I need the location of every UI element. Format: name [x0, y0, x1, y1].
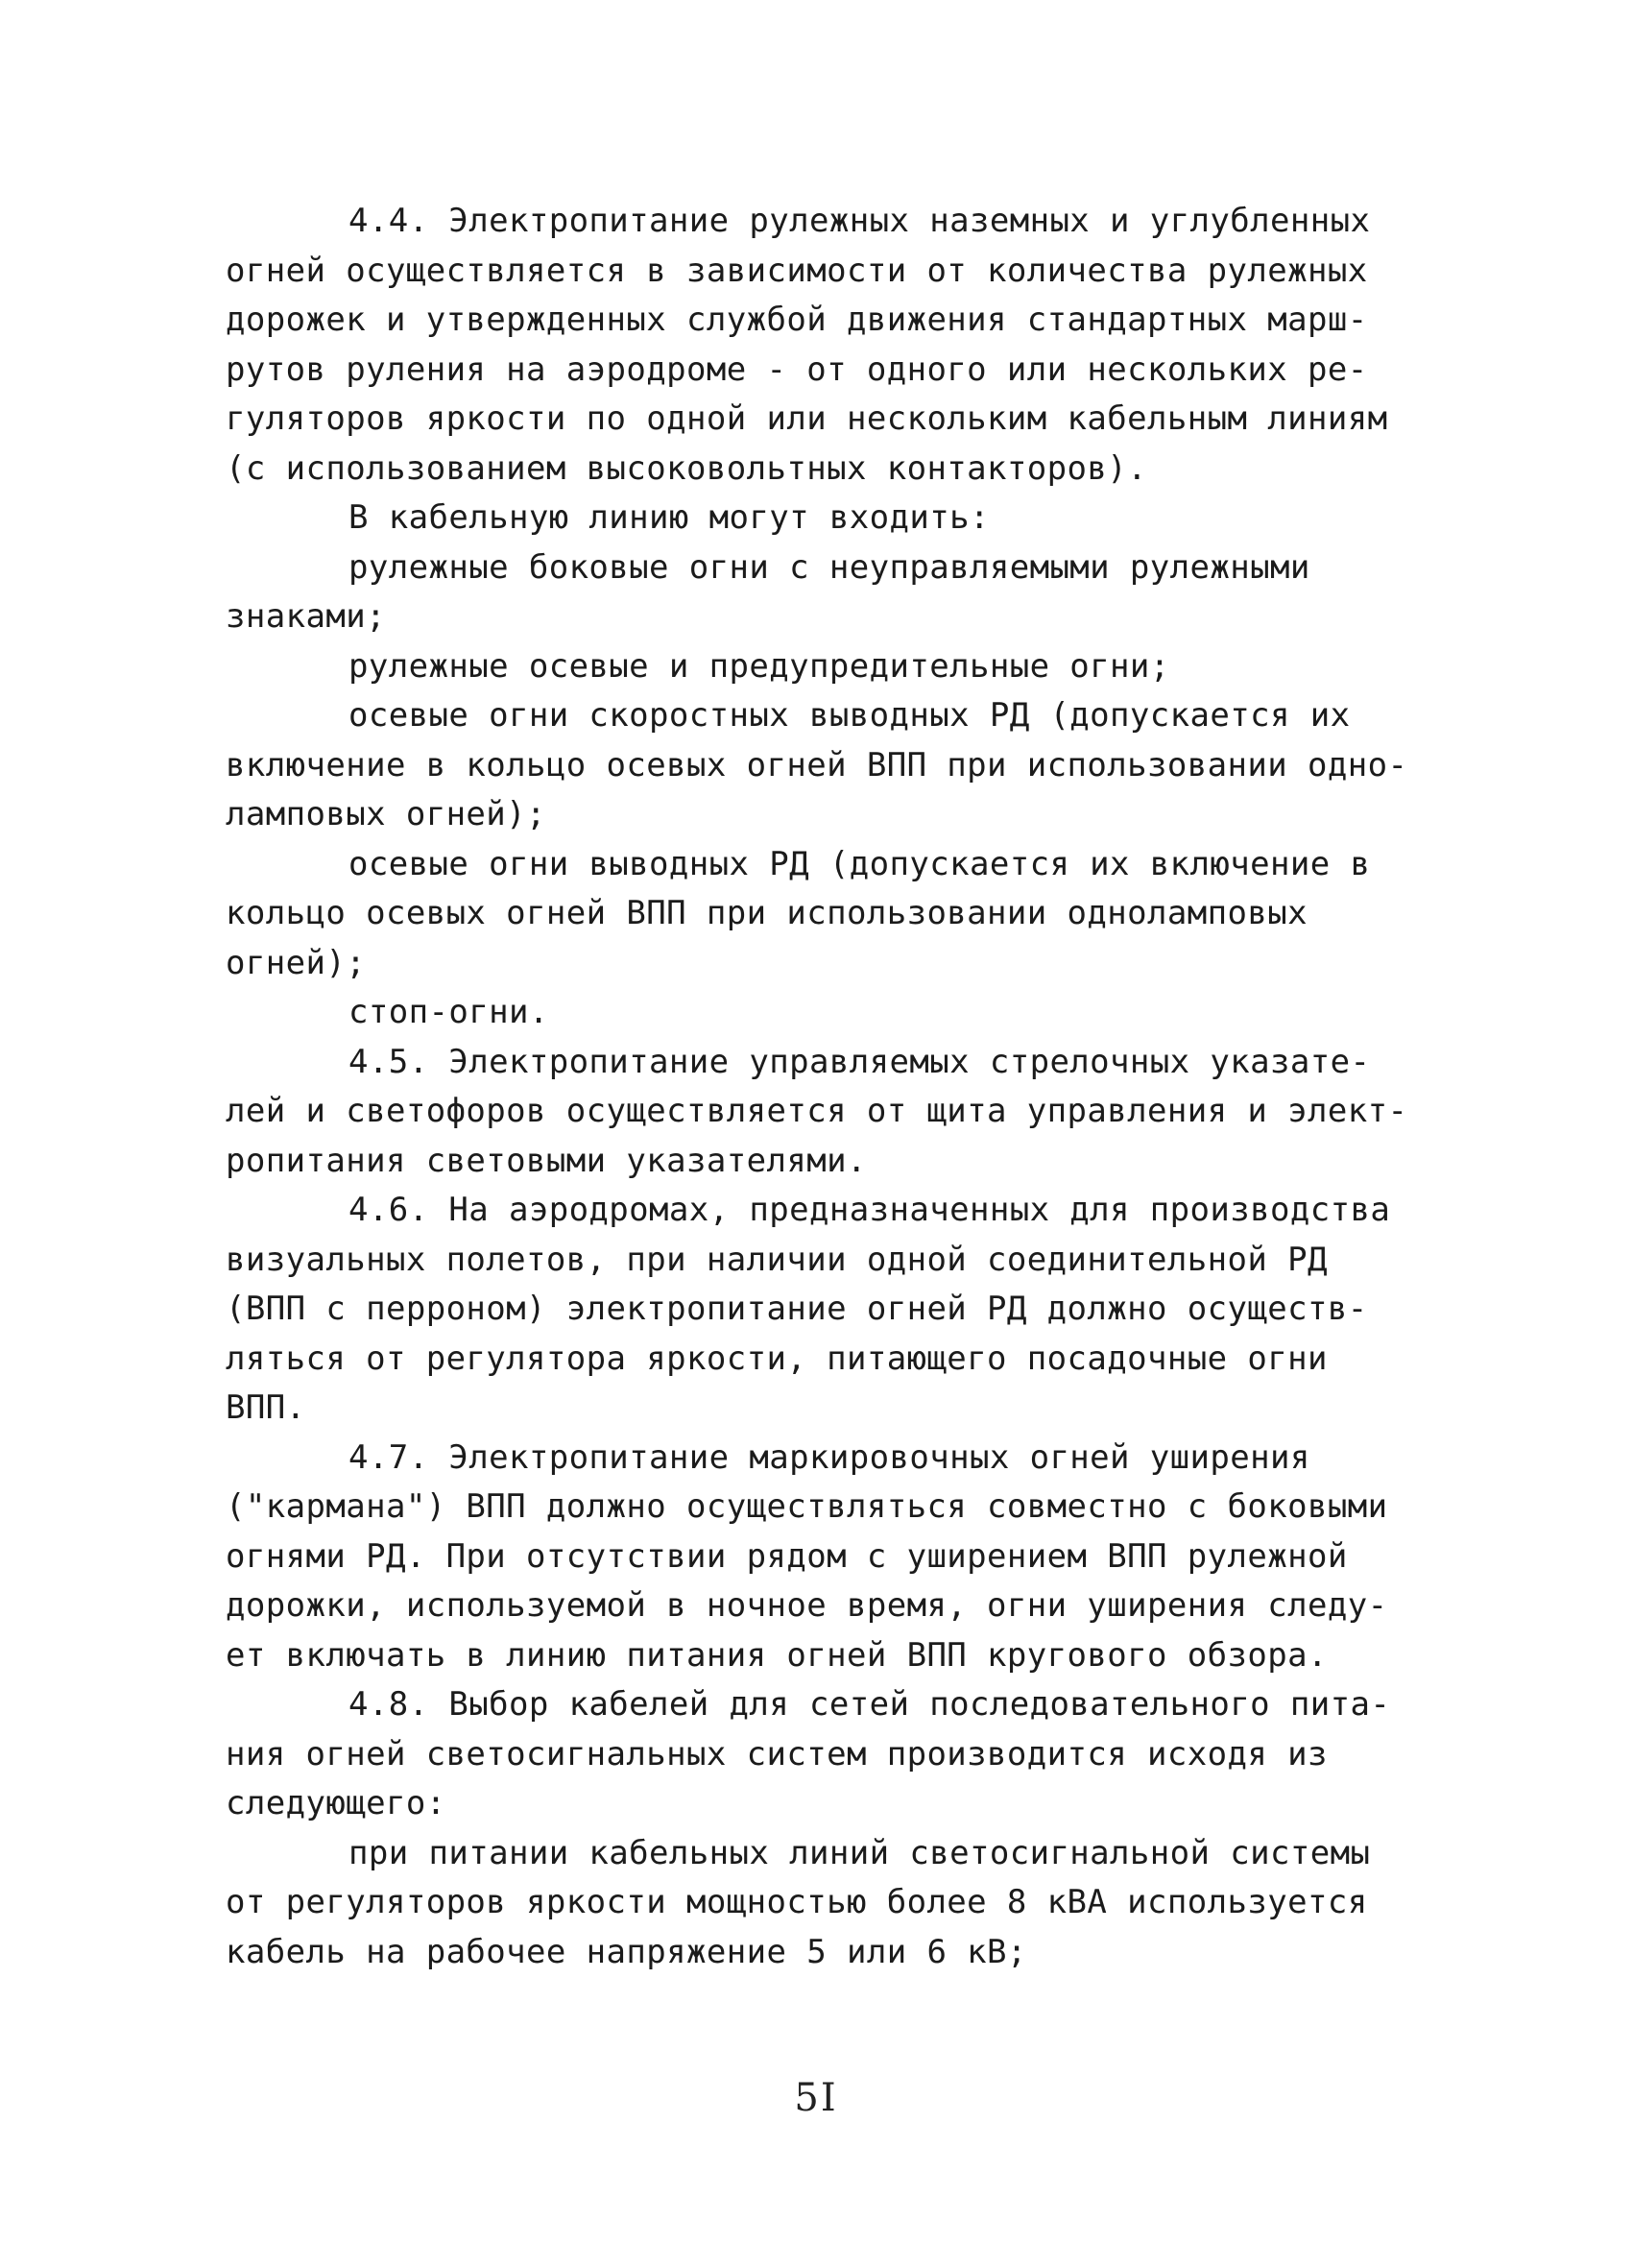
text-line: ет включать в линию питания огней ВПП кругового обзора. [226, 1635, 1328, 1675]
text-line: 4.8. Выбор кабелей для сетей последовательного пита- [348, 1685, 1391, 1724]
text-line: огней осуществляется в зависимости от количества рулежных [226, 251, 1368, 290]
text-line: ВПП. [226, 1388, 306, 1427]
text-line: при питании кабельных линий светосигнальной системы [348, 1833, 1371, 1872]
text-line: визуальных полетов, при наличии одной соединительной РД [226, 1240, 1328, 1279]
text-line: ламповых огней); [226, 795, 546, 833]
text-line: дорожек и утвержденных службой движения стандартных марш- [226, 301, 1368, 339]
text-line: знаками; [226, 597, 386, 636]
text-line: кольцо осевых огней ВПП при использовании одноламповых [226, 894, 1308, 932]
text-line: следующего: [226, 1784, 446, 1822]
page-number: 5I [794, 2076, 838, 2120]
document-body [226, 197, 1426, 1977]
text-line: ния огней светосигнальных систем производится исходя из [226, 1734, 1328, 1773]
text-line: (ВПП с перроном) электропитание огней РД должно осуществ- [226, 1290, 1368, 1328]
text-line: 4.4. Электропитание рулежных наземных и углубленных [348, 202, 1371, 240]
text-line: ропитания световыми указателями. [226, 1141, 867, 1180]
text-line: стоп-огни. [348, 993, 549, 1031]
text-line: включение в кольцо осевых огней ВПП при использовании одно- [226, 745, 1408, 784]
text-line: дорожки, используемой в ночное время, огни уширения следу- [226, 1586, 1388, 1625]
text-line: от регуляторов яркости мощностью более 8 кВА используется [226, 1883, 1368, 1921]
text-line: кабель на рабочее напряжение 5 или 6 кВ; [226, 1932, 1027, 1971]
text-line: (с использованием высоковольтных контакторов). [226, 448, 1148, 488]
text-line: В кабельную линию могут входить: [348, 498, 990, 537]
text-line: ляться от регулятора яркости, питающего посадочные огни [226, 1339, 1328, 1378]
text-line: огнями РД. При отсутствии рядом с уширением ВПП рулежной [226, 1536, 1348, 1576]
text-line: лей и светофоров осуществляется от щита управления и элект- [226, 1092, 1408, 1130]
text-line: ("кармана") ВПП должно осуществляться совместно с боковыми [226, 1487, 1388, 1526]
text-line: рутов руления на аэродроме - от одного или нескольких ре- [226, 350, 1368, 389]
text-line: 4.7. Электропитание маркировочных огней уширения [348, 1437, 1310, 1477]
text-line: рулежные боковые огни с неуправляемыми рулежными [348, 547, 1310, 587]
text-line: рулежные осевые и предупредительные огни; [348, 646, 1170, 686]
text-line: 4.5. Электропитание управляемых стрелочных указате- [348, 1042, 1371, 1081]
text-line: 4.6. На аэродромах, предназначенных для производства [348, 1191, 1391, 1229]
text-line: осевые огни скоростных выводных РД (допускается их [348, 696, 1351, 735]
text-line: осевые огни выводных РД (допускается их включение в [348, 844, 1371, 883]
text-line: огней); [226, 943, 367, 982]
text-line: гуляторов яркости по одной или нескольким кабельным линиям [226, 399, 1388, 438]
